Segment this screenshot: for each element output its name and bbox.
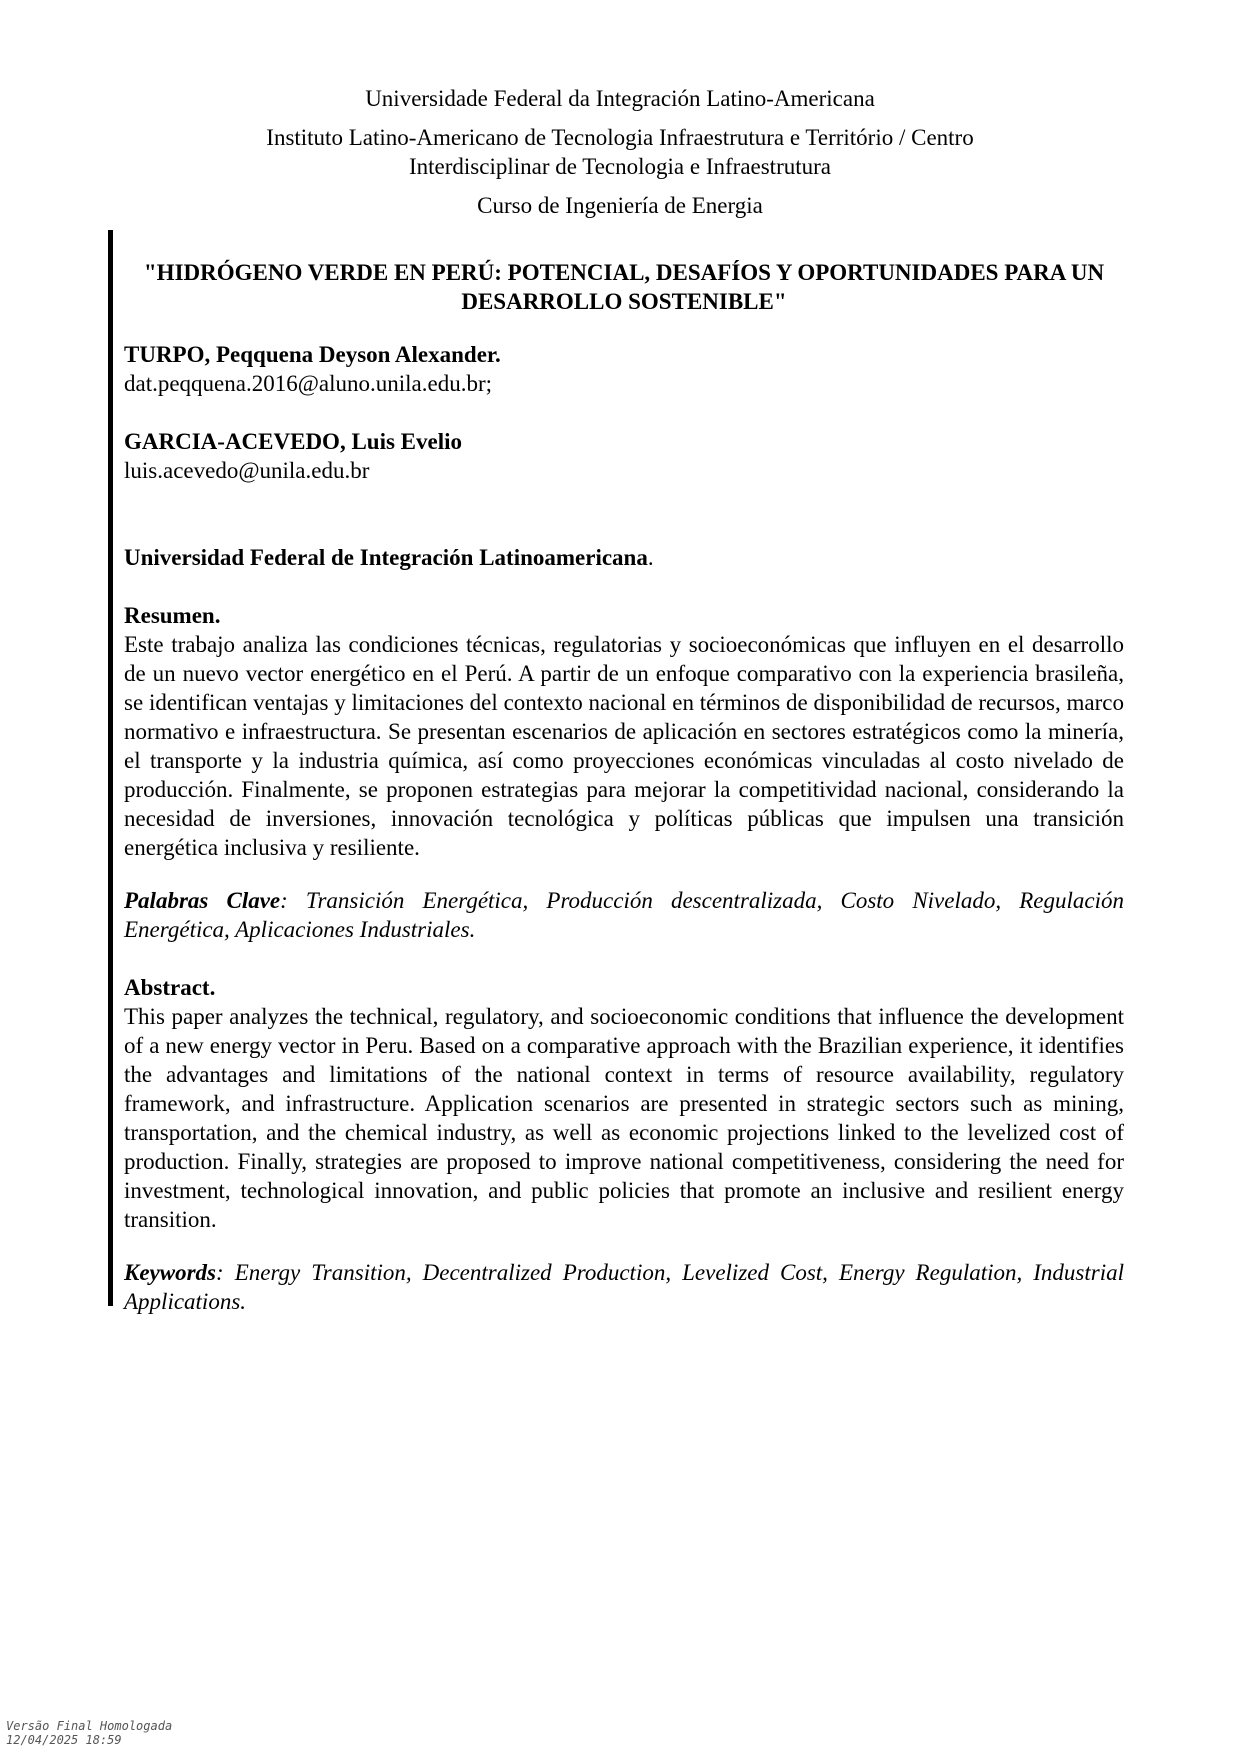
author-email: luis.acevedo@unila.edu.br [124,458,370,483]
institute-name: Instituto Latino-Americano de Tecnologia Infraestrutura e Território / Centro Interdisciplinar de Tecnologia e Infraestrutura [266,125,974,179]
palabras-clave-label: Palabras Clave [124,888,281,913]
palabras-clave [124,886,1124,944]
resumen-section [124,601,1124,862]
keywords [124,1258,1124,1316]
palabras-clave-text: : Transición Energética, Producción descentralizada, Costo Nivelado, Regulación Energética, Aplicaciones Industriales. [124,888,1124,942]
affiliation-name: Universidad Federal de Integración Latinoamericana [124,545,648,570]
revision-margin-bar [108,230,113,1306]
author-2 [124,427,1124,485]
affiliation [124,543,1124,572]
abstract-heading: Abstract. [124,975,216,1000]
resumen-heading: Resumen. [124,603,221,628]
author-email: dat.peqquena.2016@aluno.unila.edu.br; [124,371,492,396]
resumen-body: Este trabajo analiza las condiciones técnicas, regulatorias y socioeconómicas que influyen en el desarrollo de un nuevo vector energético en el Perú. A partir de un enfoque comparativo con la experiencia brasileña, se identifican ventajas y limitaciones del contexto nacional en términos de disponibilidad de recursos, marco normativo e infraestructura. Se presentan escenarios de aplicación en sectores estratégicos como la minería, el transporte y la industria química, así como proyecciones económicas vinculadas al costo nivelado de producción. Finalmente, se proponen estrategias para mejorar la competitividad nacional, considerando la necesidad de inversiones, innovación tecnológica y políticas públicas que impulsen una transición energética inclusiva y resiliente. [124,632,1124,860]
affiliation-suffix: . [647,545,654,570]
paper-title: "HIDRÓGENO VERDE EN PERÚ: POTENCIAL, DESAFÍOS Y OPORTUNIDADES PARA UN DESARROLLO SOSTENIBLE" [143,260,1105,314]
stamp-line-1: Versão Final Homologada [6,1719,173,1733]
document-header [0,84,1240,220]
stamp-line-2: 12/04/2025 18:59 [6,1733,122,1747]
author-name: TURPO, Peqquena Deyson Alexander. [124,342,501,367]
paper-body [124,258,1124,1316]
university-name: Universidade Federal da Integración Latino-Americana [365,86,875,111]
abstract-section [124,973,1124,1234]
keywords-label: Keywords [124,1260,216,1285]
author-1 [124,340,1124,398]
version-stamp [6,1719,172,1747]
author-name: GARCIA-ACEVEDO, Luis Evelio [124,429,463,454]
keywords-text: : Energy Transition, Decentralized Production, Levelized Cost, Energy Regulation, Industrial Applications. [124,1260,1124,1314]
course-name: Curso de Ingeniería de Energia [477,193,763,218]
abstract-body: This paper analyzes the technical, regulatory, and socioeconomic conditions that influence the development of a new energy vector in Peru. Based on a comparative approach with the Brazilian experience, it identifies the advantages and limitations of the national context in terms of resource availability, regulatory framework, and infrastructure. Application scenarios are presented in strategic sectors such as mining, transportation, and the chemical industry, as well as economic projections linked to the levelized cost of production. Finally, strategies are proposed to improve national competitiveness, considering the need for investment, technological innovation, and public policies that promote an inclusive and resilient energy transition. [124,1004,1124,1232]
